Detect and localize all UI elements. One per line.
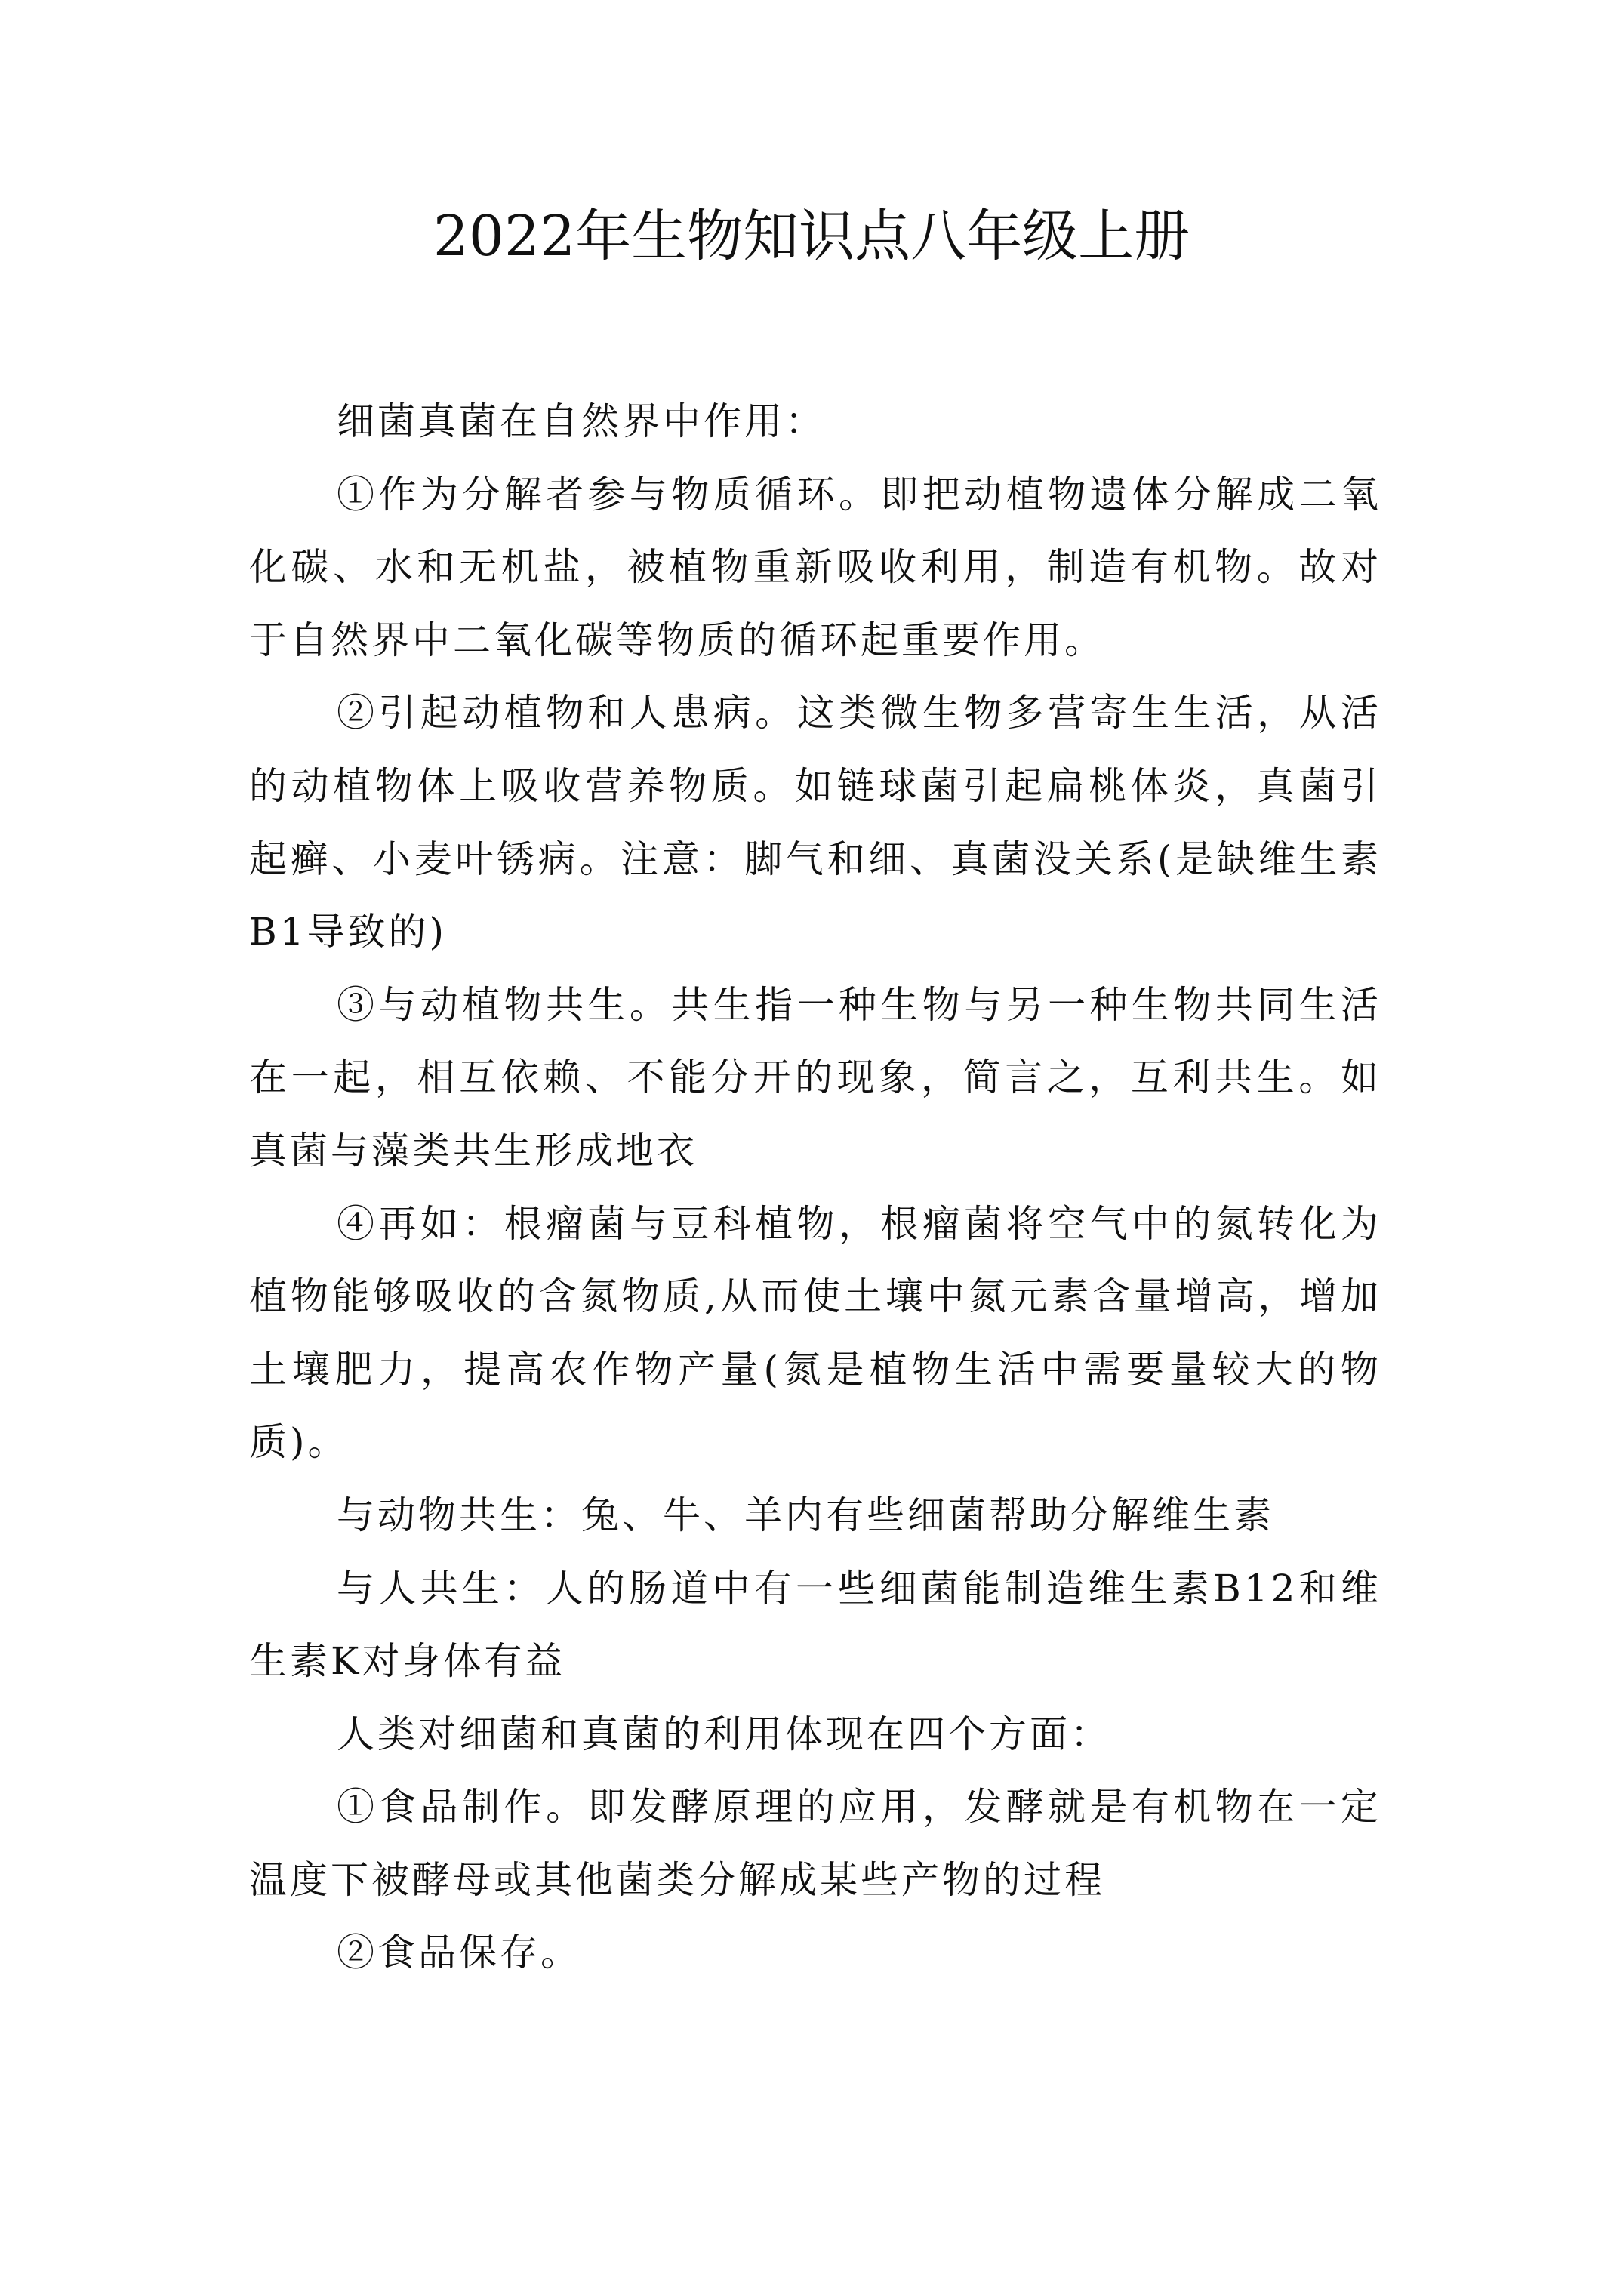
paragraph-food-storage: ②食品保存。 bbox=[337, 1931, 581, 1975]
document-title: 2022年生物知识点八年级上册 bbox=[433, 204, 1190, 269]
paragraph-disease: ②引起动植物和人患病。这类微生物多营寄生生活，从活的动植物体上吸收营养物质。如链球菌引起扁桃体炎，真菌引起癣、小麦叶锈病。注意：脚气和细、真菌没关系(是缺维生素B1导致的) bbox=[249, 691, 1381, 954]
paragraph-human-use: 人类对细菌和真菌的利用体现在四个方面： bbox=[337, 1712, 1111, 1756]
paragraph-food-making: ①食品制作。即发酵原理的应用，发酵就是有机物在一定温度下被酵母或其他菌类分解成某些产物的过程 bbox=[249, 1785, 1381, 1902]
paragraph-symbiosis: ③与动植物共生。共生指一种生物与另一种生物共同生活在一起，相互依赖、不能分开的现象，简言之，互利共生。如真菌与藻类共生形成地衣 bbox=[249, 982, 1381, 1173]
paragraph-intro: 细菌真菌在自然界中作用： bbox=[337, 399, 826, 443]
paragraph-human-symbiosis: 与人共生：人的肠道中有一些细菌能制造维生素B12和维生素K对身体有益 bbox=[249, 1566, 1381, 1684]
paragraph-rhizobium: ④再如：根瘤菌与豆科植物，根瘤菌将空气中的氮转化为植物能够吸收的含氮物质,从而使土壤中氮元素含量增高，增加土壤肥力，提高农作物产量(氮是植物生活中需要量较大的物质)。 bbox=[249, 1201, 1381, 1465]
paragraph-animal-symbiosis: 与动物共生：兔、牛、羊内有些细菌帮助分解维生素 bbox=[337, 1493, 1274, 1537]
document-body bbox=[249, 385, 1381, 1989]
paragraph-decomposer: ①作为分解者参与物质循环。即把动植物遗体分解成二氧化碳、水和无机盐，被植物重新吸收利用，制造有机物。故对于自然界中二氧化碳等物质的循环起重要作用。 bbox=[249, 472, 1381, 662]
